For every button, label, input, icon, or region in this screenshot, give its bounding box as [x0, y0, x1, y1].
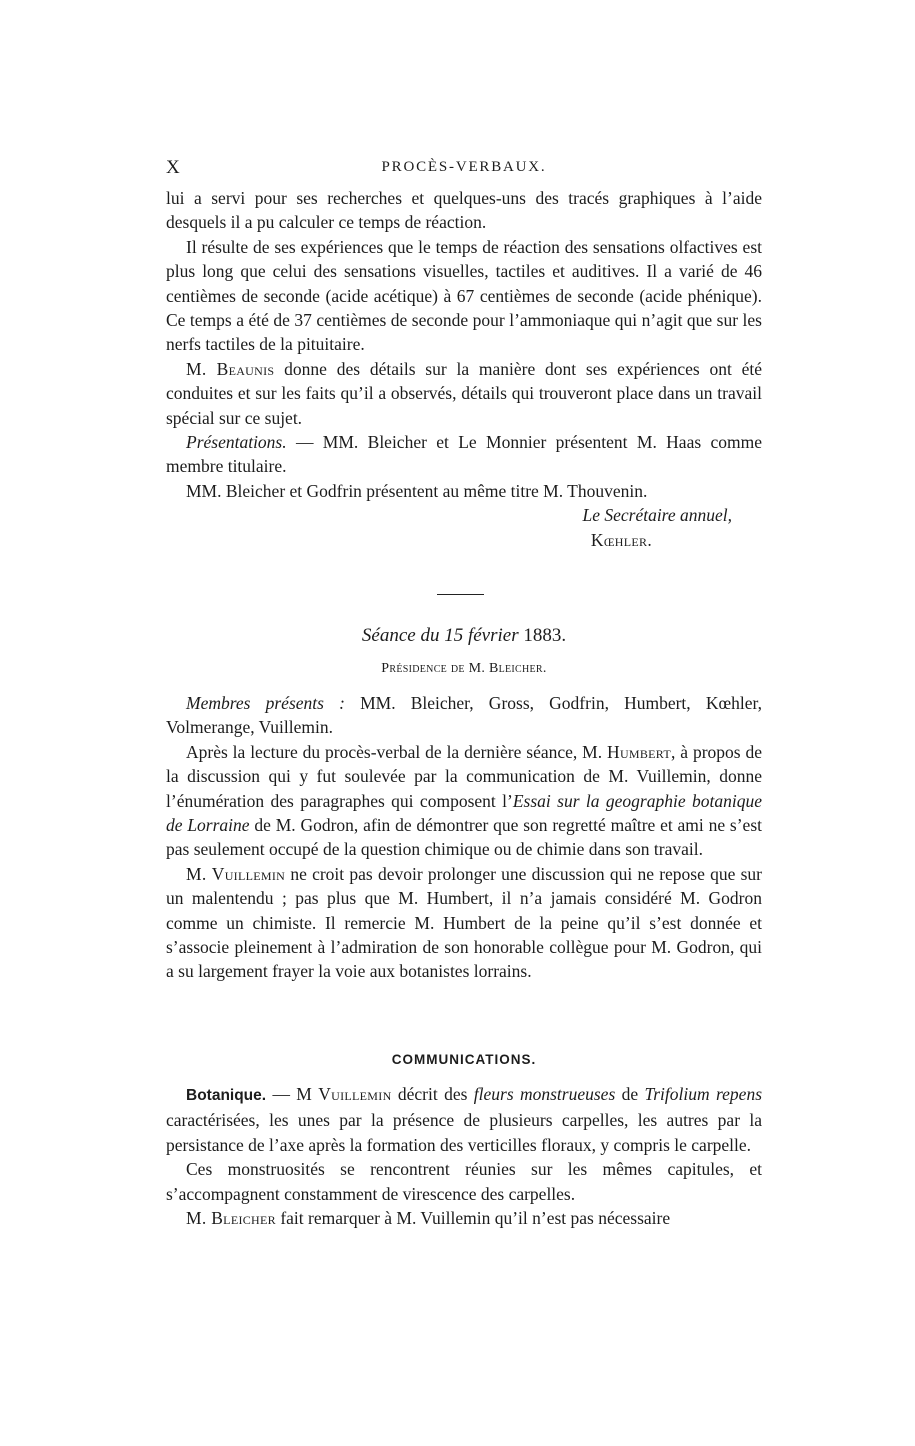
paragraph-vuillemin: M. Vuillemin ne croit pas devoir prolonger une discussion qui ne repose que sur un malentendu ; pas plus que M. Humbert, il n’a jamais considéré M. Godron comme un chimiste. Il remercie M. Humbert de la peine qu’il s’est donnée et s’associe pleinement à l’admiration de son honorable collègue pour M. Godron, qui a su largement frayer la voie aux botanistes lorrains.: [166, 863, 763, 982]
speaker-name: M. Beaunis: [186, 358, 275, 379]
paragraph-monstruosites: Ces monstruosités se rencontrent réunies sur les mêmes capitules, et s’accompagnent constamment de virescence des carpelles.: [166, 1159, 762, 1204]
page-header: [166, 157, 762, 181]
paragraph-members: Membres présents : MM. Bleicher, Gross, Godfrin, Humbert, Kœhler, Volmerange, Vuillemin.: [166, 693, 762, 738]
presentations-label: Présentations.: [186, 432, 287, 453]
section-report-continuation: [166, 186, 762, 552]
communications-heading: COMMUNICATIONS.: [391, 1052, 537, 1067]
section-communications: [166, 1082, 762, 1230]
paragraph-presentations: Présentations. — MM. Bleicher et Le Monnier présentent M. Haas comme membre titulaire.: [166, 432, 762, 477]
paragraph-botanique: Botanique. — M Vuillemin décrit des fleurs monstrueuses de Trifolium repens caractérisées, les unes par la présence de plusieurs carpelles, les autres par la persistance de l’axe après la formation des verticilles floraux, y compris le carpelle.: [166, 1084, 763, 1155]
signature-name: Kœhler.: [590, 529, 652, 550]
presidence-line: Présidence de M. Bleicher.: [381, 661, 547, 676]
paragraph-humbert: Après la lecture du procès-verbal de la dernière séance, M. Humbert, à propos de la discussion qui y fut soulevée par la communication de M. Vuillemin, donne l’énumération des paragraphes qui composent l’Essai sur la geographie botanique de Lorraine de M. Godron, afin de démontrer que son regretté maître et ami ne s’est pas seulement occupé de la question chimique ou de chimie dans son travail.: [166, 741, 763, 860]
paragraph-beaunis: M. Beaunis donne des détails sur la manière dont ses expériences ont été conduites et sur les faits qu’il a observés, détails qui trouveront place dans un travail spécial sur ce sujet.: [166, 358, 762, 428]
running-title: PROCÈS-VERBAUX.: [381, 159, 547, 175]
paragraph-results: Il résulte de ses expériences que le temps de réaction des sensations olfactives est plus long que celui des sensations visuelles, tactiles et auditives. Il a varié de 46 centièmes de seconde (acide acétique) à 67 centièmes de seconde (acide phénique). Ce temps a été de 37 centièmes de seconde pour l’ammoniaque qui n’agit que sur les nerfs tactiles de la pituitaire.: [166, 236, 762, 355]
page-number: X: [166, 157, 180, 178]
section-divider: [437, 594, 484, 595]
session-title: Séance du 15 février 1883.: [361, 625, 567, 646]
book-title: Essai sur la geographie botanique de Lorraine: [166, 790, 763, 836]
paragraph-bleicher: M. Bleicher fait remarquer à M. Vuillemin qu’il n’est pas nécessaire: [186, 1208, 671, 1229]
members-label: Membres présents :: [186, 693, 345, 713]
paragraph-continuation: lui a servi pour ses recherches et quelques-uns des tracés graphiques à l’aide desquels il a pu calculer ce temps de réaction.: [166, 188, 762, 233]
signature-title: Le Secrétaire annuel,: [582, 505, 732, 526]
paragraph-presentations-2: MM. Bleicher et Godfrin présentent au même titre M. Thouvenin.: [186, 480, 648, 501]
section-session-minutes: [166, 691, 762, 984]
